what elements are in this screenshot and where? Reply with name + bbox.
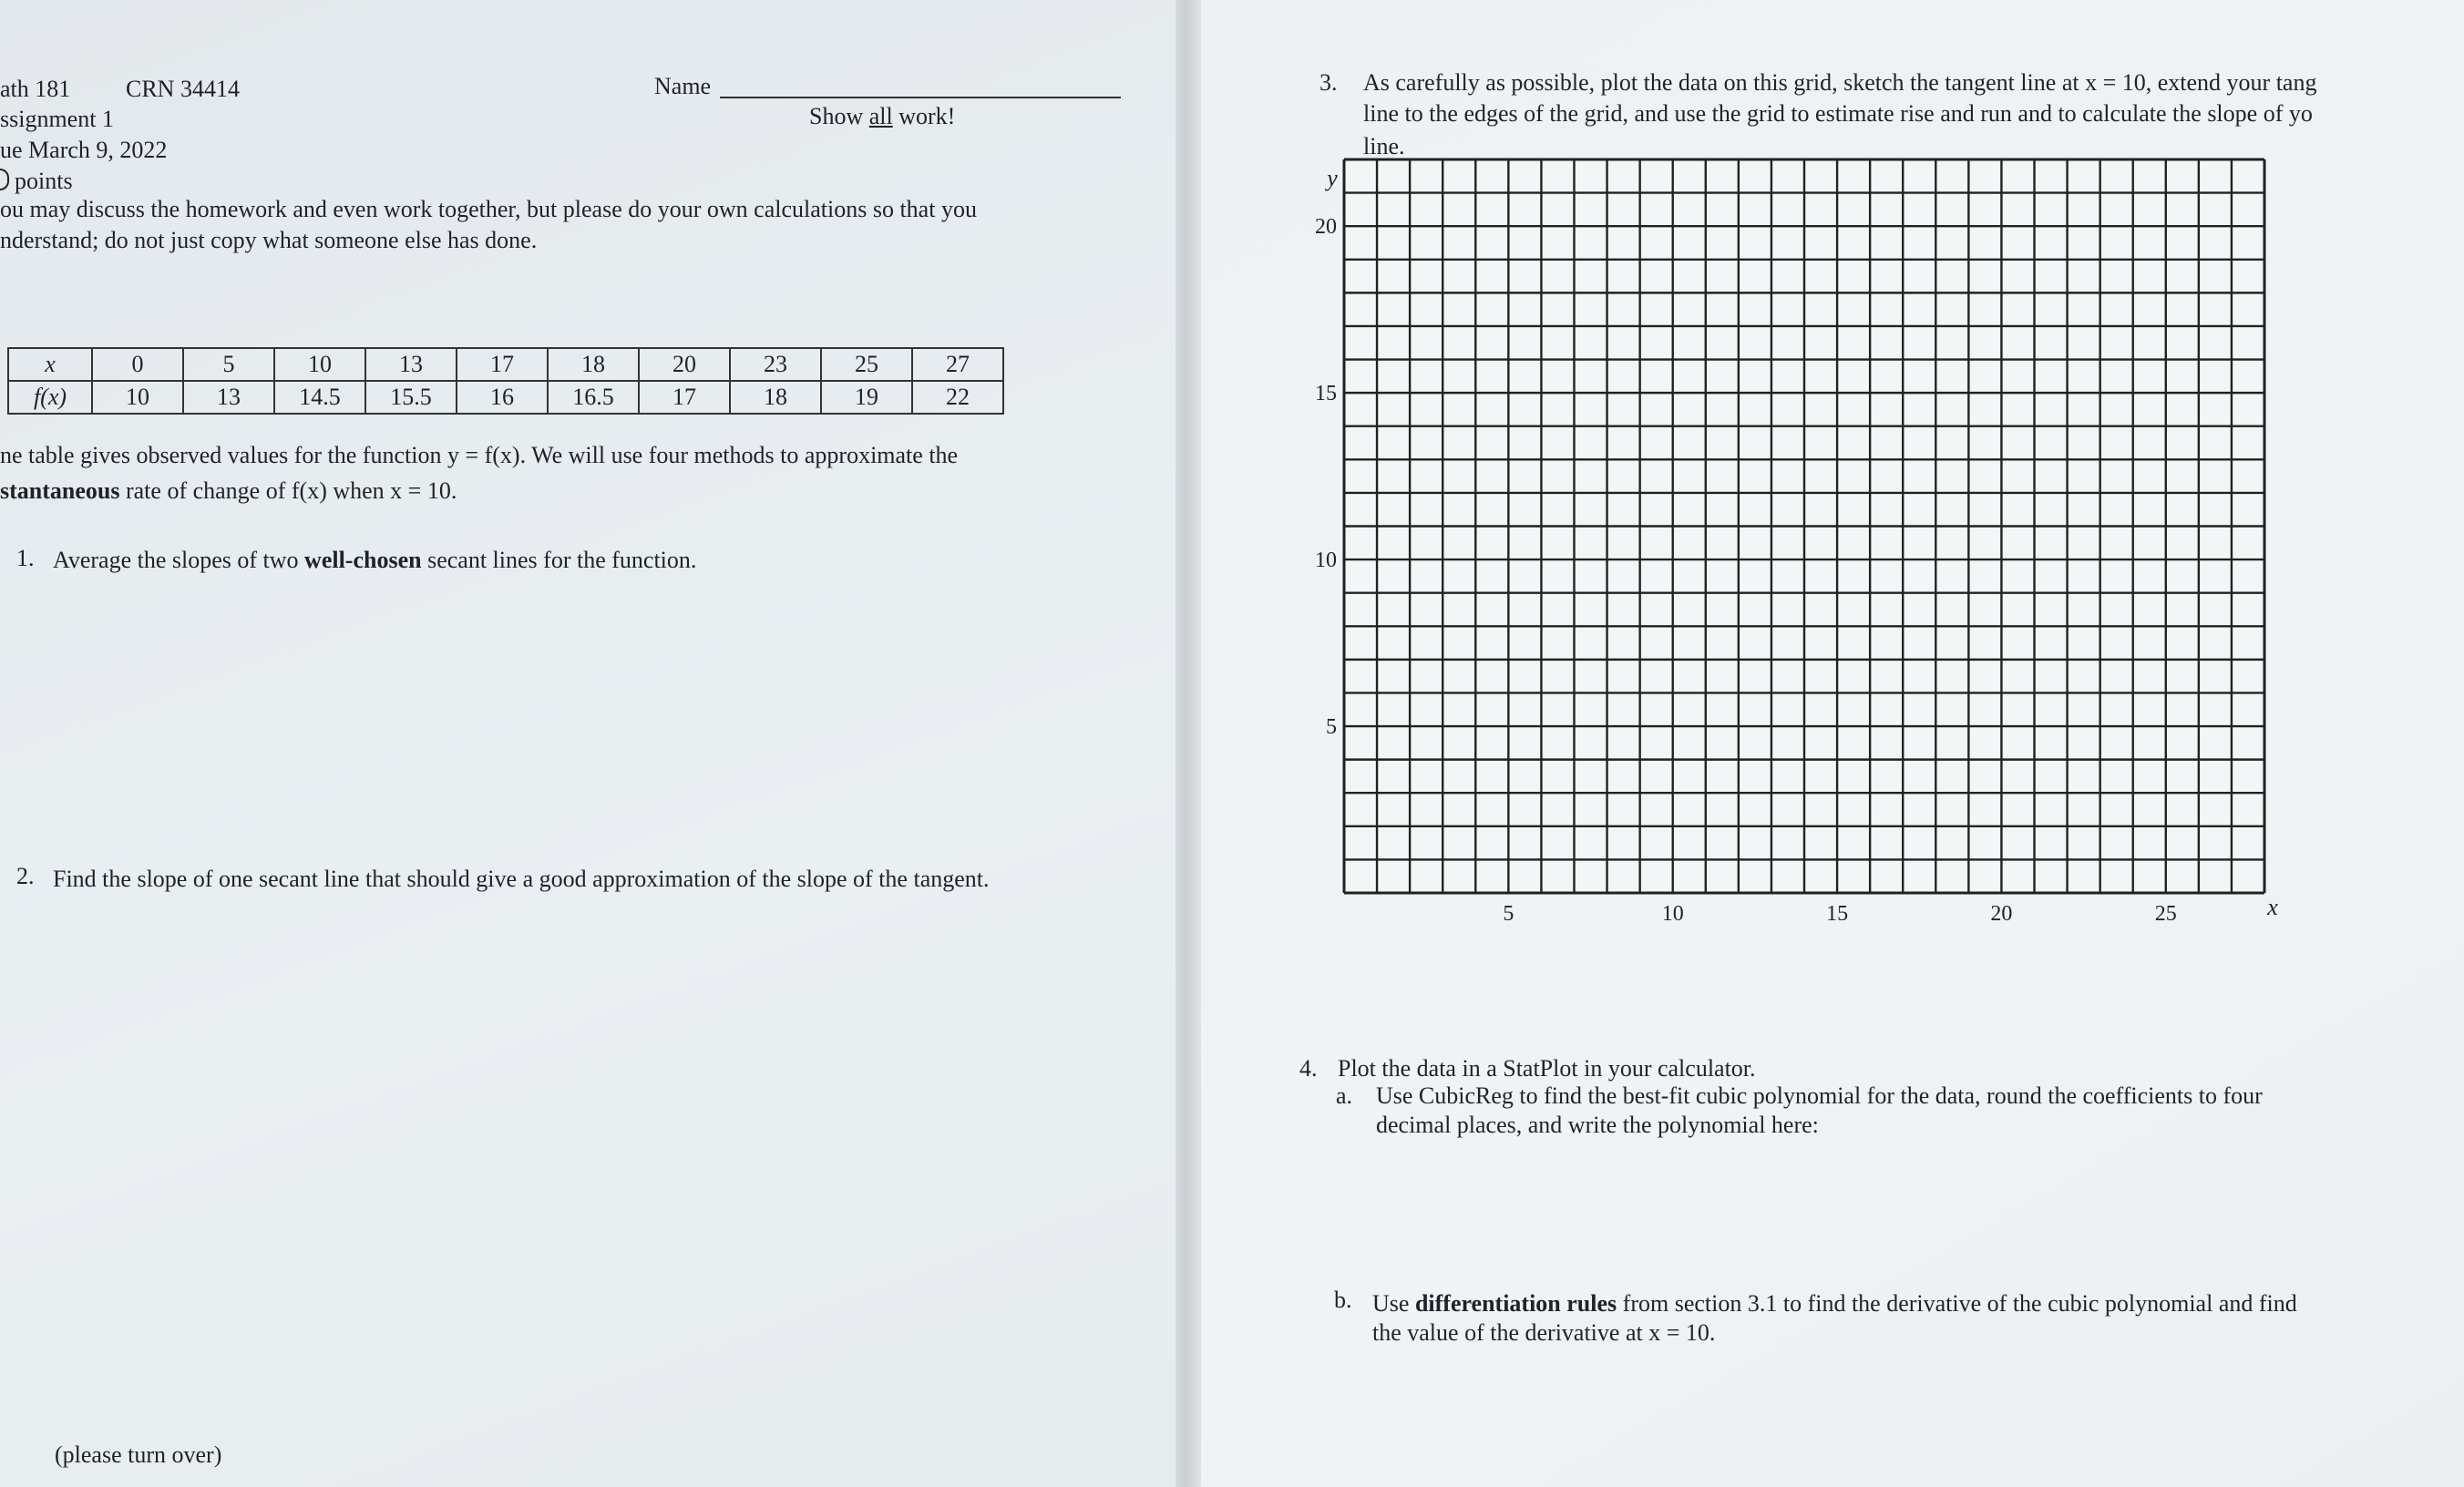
table-cell: 13 [365, 348, 457, 381]
graph-grid [1312, 155, 2305, 948]
table-header-x: x [8, 348, 92, 381]
table-cell: 20 [639, 348, 730, 381]
q3-line-1: As carefully as possible, plot the data on this grid, sketch the tangent line at x = 10, extend your tang [1363, 69, 2317, 96]
data-table [7, 347, 1004, 415]
q4-text: Plot the data in a StatPlot in your calculator. [1338, 1055, 1756, 1082]
table-cell: 13 [183, 381, 274, 414]
table-cell: 16 [457, 381, 548, 414]
table-cell: 10 [92, 381, 183, 414]
table-cell: 16.5 [548, 381, 639, 414]
table-cell: 17 [639, 381, 730, 414]
table-cell: 18 [730, 381, 821, 414]
x-axis-label: x [2267, 894, 2278, 920]
turn-over-note: (please turn over) [55, 1441, 222, 1468]
y-axis-label: y [1327, 165, 1338, 191]
table-cell: 25 [821, 348, 912, 381]
name-label: Name [654, 73, 712, 99]
table-cell: 15.5 [365, 381, 457, 414]
q4-number: 4. [1299, 1055, 1318, 1082]
q3-line-3: line. [1363, 133, 1405, 159]
table-cell: 27 [912, 348, 1003, 381]
instructions-line-1: ou may discuss the homework and even work together, but please do your own calculations so that you [0, 196, 977, 222]
table-header-fx: f(x) [8, 381, 92, 414]
table-row-fx [8, 381, 1003, 414]
q4b-letter: b. [1334, 1287, 1352, 1313]
y-tick-label: 10 [1315, 549, 1337, 573]
table-cell: 17 [457, 348, 548, 381]
page-gutter [1176, 0, 1201, 1487]
q3-number: 3. [1319, 69, 1338, 96]
q2-number: 2. [16, 863, 35, 889]
table-cell: 18 [548, 348, 639, 381]
x-tick-label: 25 [2154, 902, 2177, 926]
table-cell: 22 [912, 381, 1003, 414]
x-tick-label: 15 [1826, 902, 1849, 926]
course-label: ath 181 [0, 76, 71, 102]
q4a-line-2: decimal places, and write the polynomial here: [1376, 1112, 1819, 1138]
table-row-x [8, 348, 1003, 381]
y-tick-label: 5 [1326, 715, 1337, 740]
q1-text: Average the slopes of two well-chosen secant lines for the function. [53, 547, 697, 573]
table-cell: 0 [92, 348, 183, 381]
q2-text: Find the slope of one secant line that should give a good approximation of the slope of the tangent. [53, 866, 990, 892]
q4a-line-1: Use CubicReg to find the best-fit cubic polynomial for the data, round the coefficients to four [1376, 1082, 2263, 1109]
intro-line-2: stantaneous rate of change of f(x) when x = 10. [0, 477, 457, 504]
name-line [720, 97, 1121, 98]
table-cell: 10 [274, 348, 365, 381]
left-page [0, 0, 1176, 1487]
points-label: points [0, 168, 73, 195]
x-tick-label: 20 [1990, 902, 2013, 926]
table-cell: 23 [730, 348, 821, 381]
q3-line-2: line to the edges of the grid, and use the grid to estimate rise and run and to calculate the slope of yo [1363, 100, 2313, 127]
show-work-note: Show all work! [809, 103, 956, 129]
instructions-line-2: nderstand; do not just copy what someone else has done. [0, 227, 538, 253]
intro-line-1: ne table gives observed values for the function y = f(x). We will use four methods to approximate the [0, 442, 959, 468]
due-date: ue March 9, 2022 [0, 137, 168, 163]
table-cell: 19 [821, 381, 912, 414]
table-cell: 14.5 [274, 381, 365, 414]
x-tick-label: 5 [1503, 902, 1514, 926]
y-tick-label: 20 [1315, 215, 1337, 240]
q4b-line-2: the value of the derivative at x = 10. [1372, 1319, 1716, 1346]
y-tick-label: 15 [1315, 382, 1337, 406]
crn-label: CRN 34414 [126, 76, 240, 102]
table-cell: 5 [183, 348, 274, 381]
x-tick-label: 10 [1661, 902, 1684, 926]
assignment-label: ssignment 1 [0, 106, 114, 132]
q1-number: 1. [16, 545, 35, 571]
q4a-letter: a. [1336, 1082, 1353, 1109]
q4b-line-1: Use differentiation rules from section 3.1 to find the derivative of the cubic polynomial and find [1372, 1290, 2297, 1317]
